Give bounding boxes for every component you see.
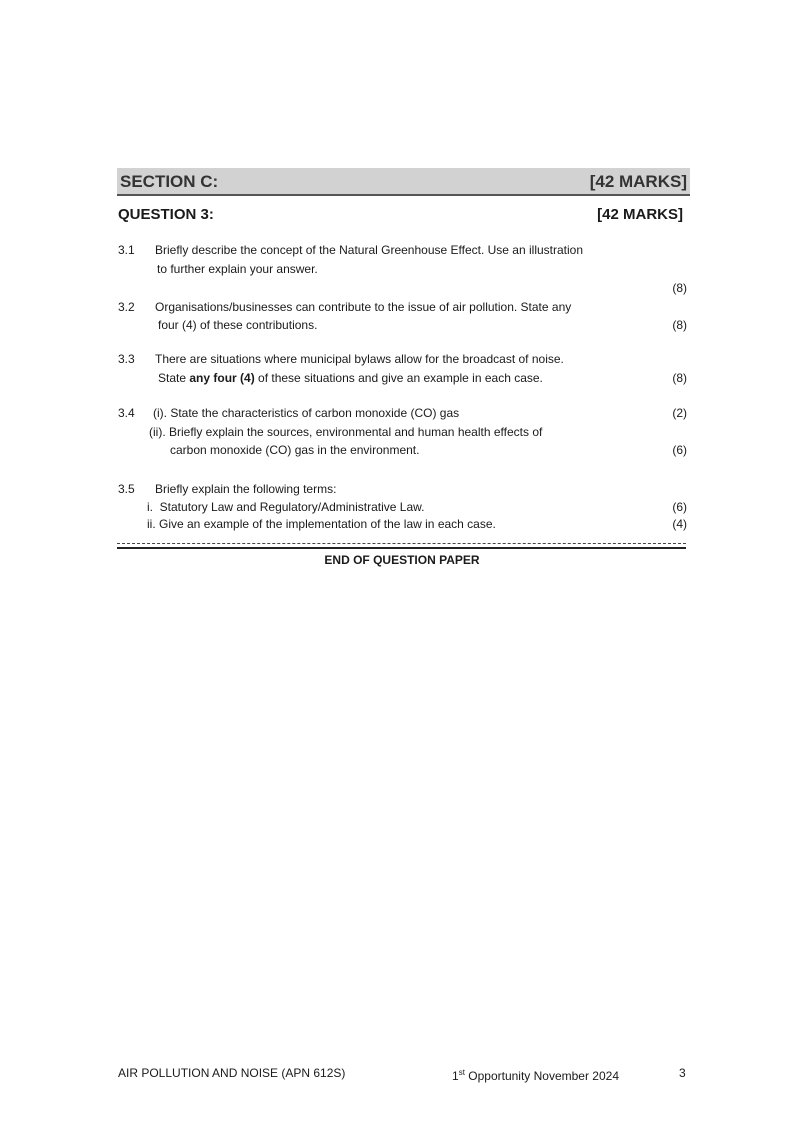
q32-text: four (4) of these contributions. (158, 318, 318, 332)
q31-number: 3.1 (118, 243, 135, 257)
q33-number: 3.3 (118, 352, 135, 366)
q32-number: 3.2 (118, 300, 135, 314)
solid-divider (117, 547, 686, 549)
q31-text: to further explain your answer. (157, 262, 318, 276)
q35-text: Briefly explain the following terms: (155, 482, 337, 496)
q34-number: 3.4 (118, 406, 135, 420)
q34-part2: (ii). Briefly explain the sources, environmental and human health effects of (149, 425, 543, 439)
q32-text: Organisations/businesses can contribute to the issue of air pollution. State any (155, 300, 572, 314)
text: 1 (452, 1069, 459, 1083)
q35-part1: i. Statutory Law and Regulatory/Administrative Law. (147, 500, 425, 514)
q33-marks: (8) (672, 371, 687, 385)
section-title: SECTION C: (120, 172, 219, 191)
text: st (458, 1068, 465, 1077)
q32-marks: (8) (672, 318, 687, 332)
q34-part1-marks: (2) (672, 406, 687, 420)
q35-number: 3.5 (118, 482, 135, 496)
section-header (117, 168, 690, 196)
page-number: 3 (679, 1066, 686, 1080)
text: Opportunity November 2024 (464, 1069, 620, 1083)
q34-part2: carbon monoxide (CO) gas in the environment. (170, 443, 420, 457)
q33-text: There are situations where municipal bylaws allow for the broadcast of noise. (155, 352, 564, 366)
section-marks: [42 MARKS] (589, 172, 687, 191)
q34-part1: (i). State the characteristics of carbon monoxide (CO) gas (153, 406, 460, 420)
q34-part2-marks: (6) (672, 443, 687, 457)
question-title: QUESTION 3: (118, 206, 214, 223)
dashed-divider (117, 543, 686, 544)
text: State (158, 371, 190, 385)
q35-part2: ii. Give an example of the implementation of the law in each case. (147, 517, 496, 531)
end-of-paper: END OF QUESTION PAPER (324, 553, 480, 567)
emphasis: any four (4) (189, 371, 255, 385)
q31-text: Briefly describe the concept of the Natural Greenhouse Effect. Use an illustration (155, 243, 584, 257)
footer-opportunity (452, 1066, 619, 1083)
footer-course: AIR POLLUTION AND NOISE (APN 612S) (118, 1066, 346, 1080)
question-marks: [42 MARKS] (597, 206, 683, 223)
q31-marks: (8) (672, 281, 687, 295)
q35-part1-marks: (6) (672, 500, 687, 514)
q35-part2-marks: (4) (672, 517, 687, 531)
text: of these situations and give an example in each case. (254, 371, 543, 385)
q33-text (158, 371, 543, 385)
